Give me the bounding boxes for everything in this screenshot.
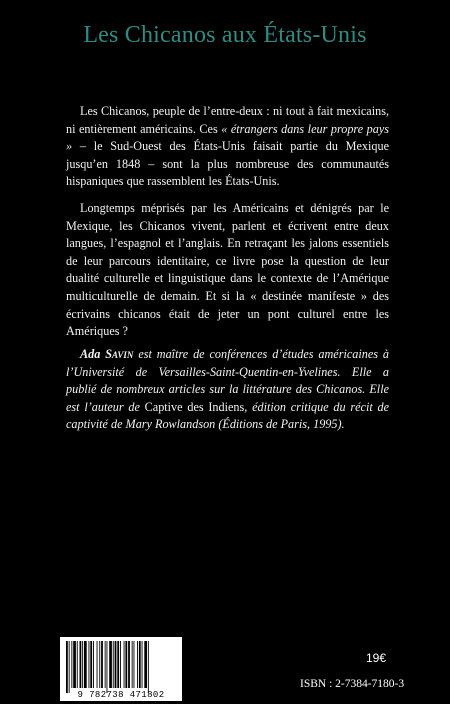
barcode [60,637,182,701]
barcode-bar [137,641,138,688]
barcode-bar [82,641,83,688]
barcode-bar [80,641,82,688]
barcode-bar [109,641,112,688]
author-bio-start: est maître de conférences d’études américaines à l’Université de Versailles-Saint-Quentin-en-Yvelines. Elle a publié de nombreux articles sur la littérature des Chicanos. Elle est l’auteur de [66,347,390,414]
author-last-name: Savin [105,347,134,361]
barcode-bar [142,641,143,688]
barcode-bar [71,641,72,688]
barcode-bar [84,641,87,688]
barcode-bar [90,641,92,688]
barcode-bar [93,641,94,688]
barcode-bar [134,641,135,688]
author-bio-end: , édition critique du récit de captivité de Mary Rowlandson (Éditions de Paris, 1995). [66,399,389,432]
summary-paragraph-1 [66,103,389,191]
author-book-title: Captive des Indiens [144,399,245,414]
barcode-bar [99,641,100,688]
summary-p1-quote: « étrangers dans leur propre pays » [66,121,389,154]
barcode-bar [69,641,70,693]
barcode-bar [77,641,78,688]
barcode-bar [115,641,117,688]
summary-p1-end: – le Sud-Ouest des États-Unis faisait partie du Mexique jusqu’en 1848 – sont la plus nombreuse des communautés hispaniques que rassemblent les États-Unis. [66,139,389,189]
barcode-bar [101,641,103,688]
cover-title: Les Chicanos aux États-Unis [83,22,367,48]
barcode-bar [113,641,114,688]
barcode-bar [125,641,127,688]
barcode-bar [73,641,76,688]
barcode-bar [105,641,106,688]
barcode-bar [144,641,147,688]
barcode-bar [120,641,121,688]
summary [66,103,389,341]
barcode-bar [128,641,130,688]
barcode-bar [148,641,149,693]
isbn: ISBN : 2-7384-7180-3 [300,678,405,690]
barcode-bar [107,641,108,693]
summary-p1-start: Les Chicanos, peuple de l’entre-deux : ni tout à fait mexicains, ni entièrement américains. Ces [66,104,389,136]
barcode-bar [66,641,68,693]
barcode-bar [132,641,133,688]
summary-paragraph-2: Longtemps méprisés par les Américains et dénigrés par le Mexique, les Chicanos vivent, parlent et écrivent entre deux langues, l’espagnol et l’anglais. En retraçant les jalons essentiels de leur parcours identitaire, ce livre pose la question de leur dualité culturelle et linguistique dans le contexte de l’Amérique multiculturelle de demain. Et si la « destinée manifeste » des écrivains chicanos était de jeter un pont culturel entre les Amériques ? [66,200,389,339]
barcode-bar [124,641,125,688]
author-bio [66,346,389,434]
barcode-bar [117,641,119,688]
barcode-number: 9 782738 471802 [77,690,165,700]
price: 19€ [366,651,387,665]
barcode-bar [97,641,98,688]
barcode-bar [139,641,141,688]
barcode-bar [89,641,90,688]
author-first-name: Ada [80,347,101,361]
